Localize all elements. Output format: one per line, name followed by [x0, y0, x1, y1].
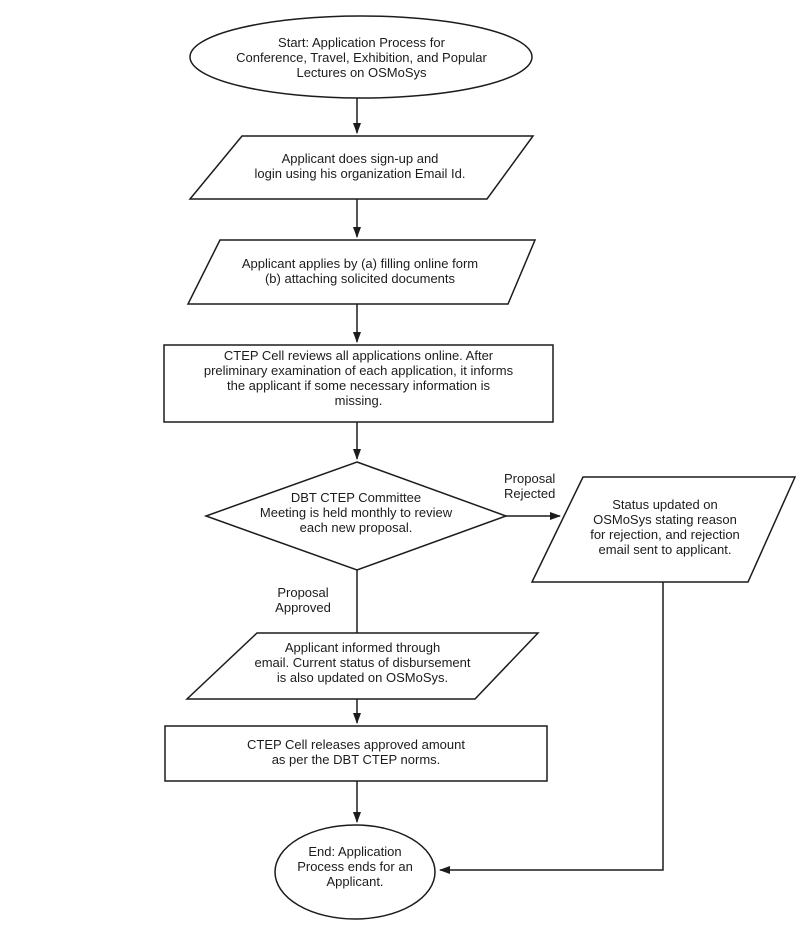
release-node-text	[165, 737, 547, 767]
text-line: Proposal	[277, 585, 329, 600]
text-line: preliminary examination of each application, it informs	[203, 363, 514, 378]
signup-node-text	[200, 151, 520, 181]
text-line: as per the DBT CTEP norms.	[271, 752, 441, 767]
text-line: Process ends for an	[297, 859, 413, 874]
text-line: the applicant if some necessary information is	[226, 378, 490, 393]
text-line: Start: Application Process for	[278, 35, 445, 50]
rejected-status-node-text	[565, 497, 765, 557]
text-line: OSMoSys stating reason	[593, 512, 737, 527]
text-line: email. Current status of disbursement	[254, 655, 471, 670]
text-line: Applicant informed through	[284, 640, 441, 655]
text-line: email sent to applicant.	[598, 542, 732, 557]
text-line: End: Application	[308, 844, 402, 859]
proposal-rejected-label	[504, 471, 574, 501]
text-line: CTEP Cell releases approved amount	[247, 737, 465, 752]
apply-node-text	[200, 256, 520, 286]
decision-node-text	[216, 490, 496, 535]
text-line: CTEP Cell reviews all applications online. After	[223, 348, 494, 363]
text-line: login using his organization Email Id.	[254, 166, 466, 181]
text-line: is also updated on OSMoSys.	[276, 670, 449, 685]
text-line: Approved	[275, 600, 331, 615]
text-line: Proposal	[504, 471, 556, 486]
text-line: for rejection, and rejection	[590, 527, 740, 542]
text-line: DBT CTEP Committee	[290, 490, 422, 505]
text-line: missing.	[334, 393, 383, 408]
text-line: (b) attaching solicited documents	[264, 271, 456, 286]
end-node-text	[275, 844, 435, 889]
text-line: Conference, Travel, Exhibition, and Popular	[236, 50, 487, 65]
review-node-text	[164, 348, 553, 408]
text-line: each new proposal.	[299, 520, 413, 535]
text-line: Applicant does sign-up and	[281, 151, 439, 166]
proposal-approved-label	[268, 585, 338, 615]
text-line: Applicant applies by (a) filling online form	[241, 256, 479, 271]
text-line: Lectures on OSMoSys	[296, 65, 427, 80]
text-line: Meeting is held monthly to review	[259, 505, 453, 520]
text-line: Status updated on	[612, 497, 718, 512]
text-line: Rejected	[504, 486, 556, 501]
text-line: Applicant.	[326, 874, 384, 889]
start-node-text	[190, 35, 533, 80]
approved-info-node-text	[195, 640, 530, 685]
